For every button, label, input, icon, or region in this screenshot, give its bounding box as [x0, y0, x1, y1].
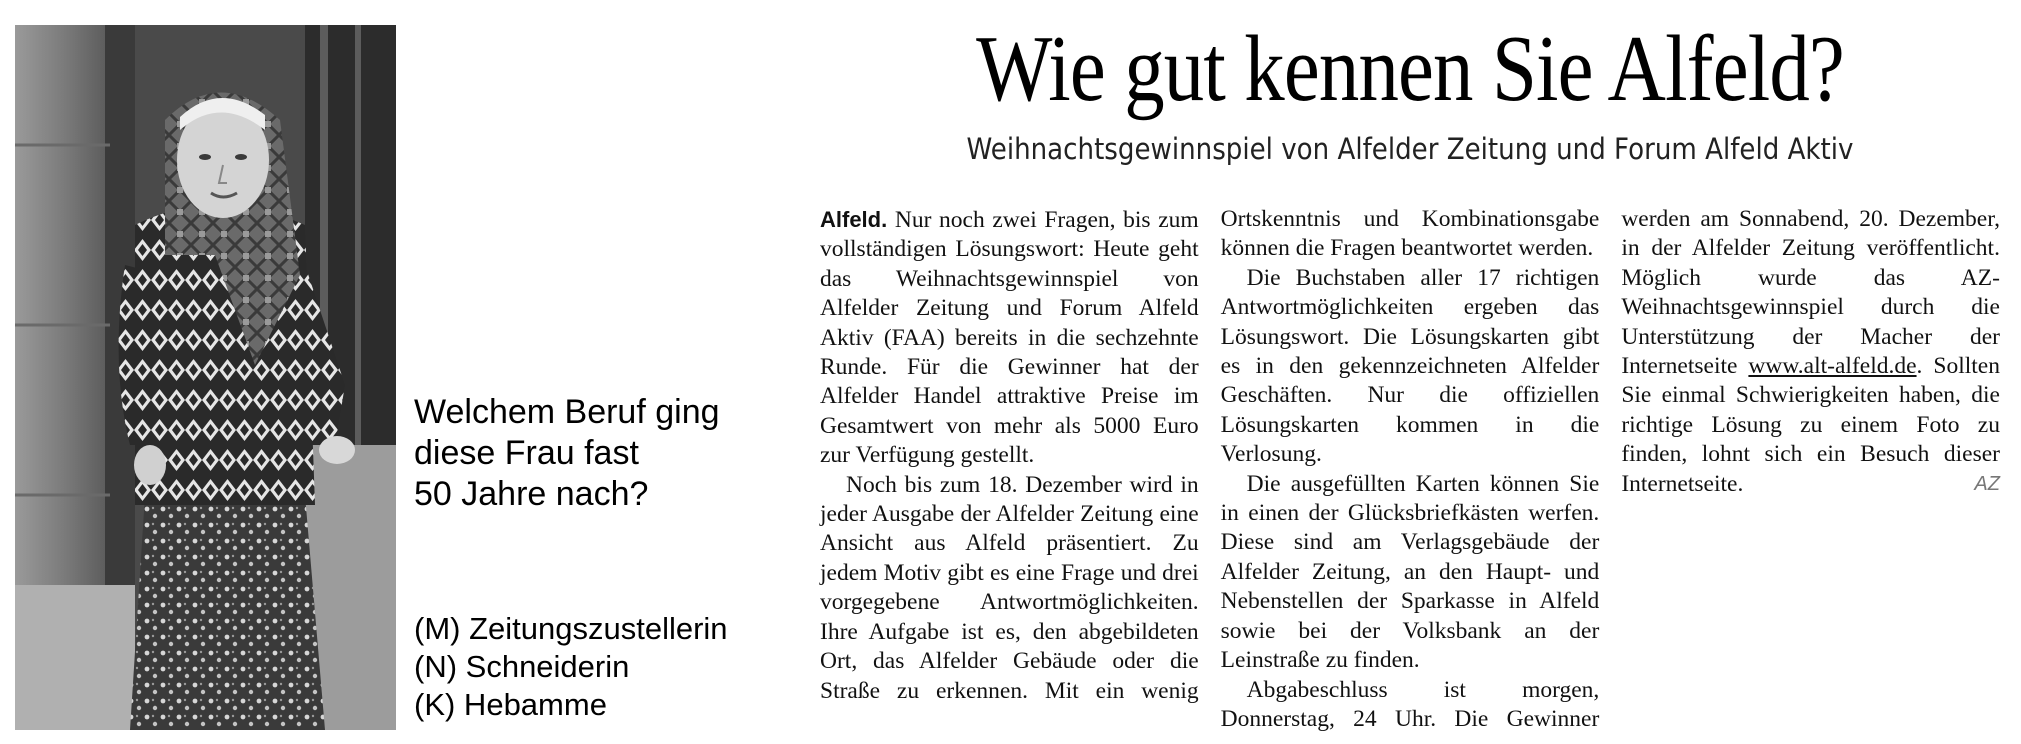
question-line: 50 Jahre nach? [414, 475, 649, 513]
headline: Wie gut kennen Sie Alfeld? [976, 17, 1844, 121]
photo-elderly-woman [15, 25, 396, 730]
paragraph-text: Abgabeschluss ist morgen, Donnerstag, 24 Uhr. Die Gewinner werden am Sonnabend, 20. Dezember, in der Alfelder Zeitung veröffentlicht. Möglich wurde das AZ-Weihnachtsgewinnspiel durch die Unterstützung der Macher der Internetseite [1220, 206, 2000, 732]
subheadline: Weihnachtsgewinnspiel von Alfelder Zeitung und Forum Alfeld Aktiv [966, 132, 1854, 166]
article-paragraph: Die ausgefüllten Karten können Sie in einen der Glücksbriefkästen werfen. Diese sind am Verlagsgebäude der Alfelder Zeitung, an den Haupt- und Nebenstellen der Sparkasse in Alfeld sowie bei der Volksbank an der Leinstraße zu finden. [1220, 470, 1600, 674]
article-paragraph: Noch bis zum 18. Dezember wird in jeder Ausgabe der Alfelder Zeitung eine Ansicht aus Alfeld präsentiert. Zu jedem Motiv gibt es eine Frage und drei vorgegebene Antwortmöglichkeiten. Ihre Aufgabe ist es, den abgebildeten Ort, das Alfelder Gebäude oder die Straße zu erkennen. Mit ein wenig Ortskenntnis und Kombinationsgabe können die Fragen beantwortet werden. [820, 206, 1600, 704]
answer-option-k: (K) Hebamme [414, 687, 607, 722]
article-photo [15, 25, 396, 730]
answer-option-n: (N) Schneiderin [414, 649, 630, 684]
website-link[interactable]: www.alt-alfeld.de [1748, 353, 1917, 380]
quiz-question [414, 392, 794, 515]
dateline: Alfeld. [820, 207, 888, 232]
article-flow [820, 205, 2000, 735]
agency-mark: AZ [1974, 472, 2000, 495]
question-line: Welchem Beruf ging [414, 393, 720, 431]
article-body [820, 205, 2000, 735]
article-paragraph [820, 205, 1199, 471]
article-paragraph: Die Buchstaben aller 17 richtigen Antwortmöglichkeiten ergeben das Lösungswort. Die Lösungskarten gibt es in den gekennzeichneten Alfelder Geschäften. Nur die offiziellen Lösungskarten kommen in die Verlosung. [1220, 264, 1600, 468]
answer-options [414, 610, 794, 724]
question-line: diese Frau fast [414, 434, 639, 472]
paragraph-text: Nur noch zwei Fragen, bis zum vollständigen Lösungswort: Heute geht das Weihnachtsgewinnspiel von Alfelder Zeitung und Forum Alfeld Aktiv (FAA) bereits in die sechzehnte Runde. Für die Gewinner hat der Alfelder Handel attraktive Preise im Gesamtwert von mehr als 5000 Euro zur Verfügung gestellt. [820, 207, 1199, 469]
answer-option-m: (M) Zeitungszustellerin [414, 611, 728, 646]
paragraph-text: . Sollten Sie einmal Schwierigkeiten haben, die richtige Lösung zu einem Foto zu finden, lohnt sich ein Besuch dieser Internetseite. [1621, 353, 2000, 497]
